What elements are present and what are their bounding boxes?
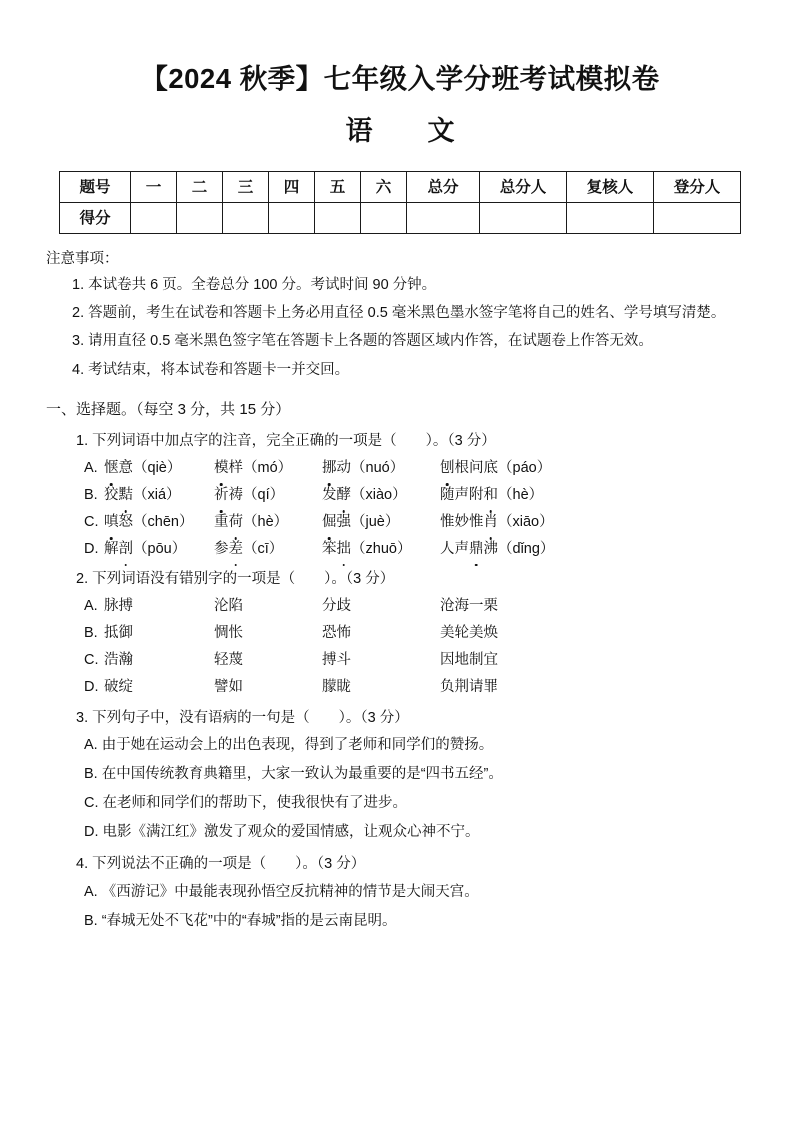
score-cell-reviewer[interactable]: [567, 203, 654, 234]
option-term: 狡黠（xiá）: [104, 482, 214, 509]
dotted-character: 荷: [229, 509, 244, 536]
score-cell-total[interactable]: [407, 203, 480, 234]
option-row[interactable]: B. “春城无处不飞花”中的“春城”指的是云南昆明。: [84, 913, 397, 930]
table-header-3: 三: [223, 172, 269, 203]
dotted-character: 剖: [119, 536, 134, 563]
option-term: 模样（mó）: [214, 455, 322, 482]
question-stem-2: 2. 下列词语没有错别字的一项是（ ）。（3 分）: [76, 571, 395, 588]
option-word: 脉搏: [104, 598, 133, 615]
option-term: 刨根问底（páo）: [440, 455, 551, 482]
option-word: 分歧: [322, 598, 351, 615]
dotted-character: 差: [229, 536, 244, 563]
option-row[interactable]: [84, 509, 800, 536]
option-word: 沦陷: [214, 598, 243, 615]
option-letter: B.: [84, 625, 98, 642]
table-header-2: 二: [177, 172, 223, 203]
option-term: 挪动（nuó）: [322, 455, 440, 482]
question-options-1: [0, 455, 800, 562]
option-word: 沧海一栗: [440, 598, 498, 615]
subject-title: 语 文: [345, 116, 469, 146]
pinyin-annotation: （xiào）: [351, 487, 407, 504]
question-stem-4: 4. 下列说法不正确的一项是（ ）。（3 分）: [76, 856, 366, 873]
option-row[interactable]: B. 在中国传统教育典籍里，大家一致认为最重要的是“四书五经”。: [84, 766, 503, 783]
option-word: 惆怅: [214, 625, 243, 642]
option-letter: A.: [84, 598, 98, 615]
option-word: 轻蔑: [214, 651, 243, 668]
option-row[interactable]: [84, 593, 800, 620]
option-row[interactable]: D. 电影《满江红》激发了观众的爱国情感，让观众心神不宁。: [84, 824, 480, 841]
score-cell-6[interactable]: [361, 203, 407, 234]
table-header-5: 五: [315, 172, 361, 203]
dotted-character: 刨: [440, 455, 455, 482]
option-term: 倔强（juè）: [322, 509, 440, 536]
score-cell-3[interactable]: [223, 203, 269, 234]
notice-item-4: 4. 考试结束，将本试卷和答题卡一并交回。: [72, 361, 350, 378]
pinyin-annotation: （páo）: [498, 460, 552, 477]
option-term: 笨拙（zhuō）: [322, 536, 440, 563]
option-word: 抵御: [104, 625, 133, 642]
section-heading-1: 一、选择题。（每空 3 分，共 15 分）: [46, 400, 291, 418]
option-word: 恐怖: [322, 625, 351, 642]
dotted-character: 肖: [484, 509, 499, 536]
option-row[interactable]: [84, 455, 800, 482]
score-cell-4[interactable]: [269, 203, 315, 234]
pinyin-annotation: （qí）: [243, 487, 285, 504]
table-header-reviewer: 复核人: [567, 172, 654, 203]
dotted-character: 倔: [322, 509, 337, 536]
dotted-character: 拙: [337, 536, 352, 563]
pinyin-annotation: （hè）: [243, 513, 289, 530]
option-word: 譬如: [214, 678, 243, 695]
question-stem-1: 1. 下列词语中加点字的注音，完全正确的一项是（ ）。（3 分）: [76, 433, 496, 450]
option-row[interactable]: [84, 482, 800, 509]
option-term: 随声附和（hè）: [440, 482, 543, 509]
option-letter: C.: [84, 513, 99, 530]
question-options-4: [0, 878, 800, 936]
notice-item-3: 3. 请用直径 0.5 毫米黑色签字笔在答题卡上各题的答题区域内作答，在试题卷上作答无效。: [72, 333, 653, 350]
option-row[interactable]: A. 《西游记》中最能表现孙悟空反抗精神的情节是大闹天宫。: [84, 884, 479, 901]
dotted-character: 挪: [322, 455, 337, 482]
option-row[interactable]: [84, 674, 800, 701]
option-word: 美轮美焕: [440, 625, 498, 642]
option-term: 参差（cī）: [214, 536, 322, 563]
pinyin-annotation: （juè）: [351, 513, 400, 530]
question-options-3: [0, 731, 800, 847]
dotted-character: 黠: [119, 482, 134, 509]
table-header-recorder: 登分人: [654, 172, 741, 203]
dotted-character: 惬: [104, 455, 119, 482]
option-letter: D.: [84, 540, 99, 557]
notice-item-1: 1. 本试卷共 6 页。全卷总分 100 分。考试时间 90 分钟。: [72, 276, 437, 293]
option-term: 发酵（xiào）: [322, 482, 440, 509]
table-header-total-scorer: 总分人: [480, 172, 567, 203]
pinyin-annotation: （dǐng）: [498, 540, 555, 557]
table-row-label-score: 得分: [60, 203, 131, 234]
option-letter: D.: [84, 678, 99, 695]
option-row[interactable]: C. 在老师和同学们的帮助下，使我很快有了进步。: [84, 795, 408, 812]
option-row[interactable]: A. 由于她在运动会上的出色表现，得到了老师和同学们的赞扬。: [84, 737, 494, 754]
option-row[interactable]: [84, 620, 800, 647]
dotted-character: 模: [214, 455, 229, 482]
option-term: 解剖（pōu）: [104, 536, 214, 563]
score-table: [59, 171, 741, 234]
pinyin-annotation: （xiāo）: [498, 513, 554, 530]
option-term: 惟妙惟肖（xiāo）: [440, 509, 554, 536]
pinyin-annotation: （xiá）: [133, 487, 181, 504]
question-options-2: [0, 593, 800, 700]
option-term: 人声鼎沸（dǐng）: [440, 536, 554, 563]
option-word: 破绽: [104, 678, 133, 695]
dotted-character: 祈: [214, 482, 229, 509]
option-word: 搏斗: [322, 651, 351, 668]
pinyin-annotation: （mó）: [243, 460, 293, 477]
score-cell-5[interactable]: [315, 203, 361, 234]
option-term: 惬意（qiè）: [104, 455, 214, 482]
notice-heading: 注意事项：: [46, 251, 119, 268]
table-header-4: 四: [269, 172, 315, 203]
table-header-total: 总分: [407, 172, 480, 203]
table-header-question-no: 题号: [60, 172, 131, 203]
pinyin-annotation: （nuó）: [351, 460, 405, 477]
dotted-character: 和: [484, 482, 499, 509]
option-letter: A.: [84, 460, 98, 477]
table-header-6: 六: [361, 172, 407, 203]
score-cell-recorder[interactable]: [654, 203, 741, 234]
score-cell-total-scorer[interactable]: [480, 203, 567, 234]
table-row-scores: [60, 203, 741, 234]
option-term: 嗔怒（chēn）: [104, 509, 214, 536]
option-row[interactable]: [84, 647, 800, 674]
score-cell-2[interactable]: [177, 203, 223, 234]
pinyin-annotation: （pōu）: [133, 540, 187, 557]
table-row-headers: [60, 172, 741, 203]
option-letter: C.: [84, 651, 99, 668]
option-word: 因地制宜: [440, 651, 498, 668]
score-table-container: [0, 171, 800, 234]
option-row[interactable]: [84, 536, 800, 563]
dotted-character: 鼎: [469, 536, 484, 563]
option-term: 祈祷（qí）: [214, 482, 322, 509]
dotted-character: 嗔: [104, 509, 119, 536]
pinyin-annotation: （chēn）: [133, 513, 194, 530]
pinyin-annotation: （qiè）: [133, 460, 182, 477]
score-cell-1[interactable]: [131, 203, 177, 234]
option-word: 浩瀚: [104, 651, 133, 668]
notice-item-2: 2. 答题前，考生在试卷和答题卡上务必用直径 0.5 毫米黑色墨水签字笔将自己的姓名、学号填写清楚。: [72, 305, 726, 322]
option-term: 重荷（hè）: [214, 509, 322, 536]
pinyin-annotation: （hè）: [498, 487, 544, 504]
pinyin-annotation: （zhuō）: [351, 540, 412, 557]
question-stem-3: 3. 下列句子中，没有语病的一句是（ ）。（3 分）: [76, 709, 409, 726]
dotted-character: 酵: [337, 482, 352, 509]
option-word: 朦眬: [322, 678, 351, 695]
option-word: 负荆请罪: [440, 678, 498, 695]
page-title: 【2024 秋季】七年级入学分班考试模拟卷: [140, 63, 660, 94]
pinyin-annotation: （cī）: [243, 540, 284, 557]
table-header-1: 一: [131, 172, 177, 203]
option-letter: B.: [84, 487, 98, 504]
